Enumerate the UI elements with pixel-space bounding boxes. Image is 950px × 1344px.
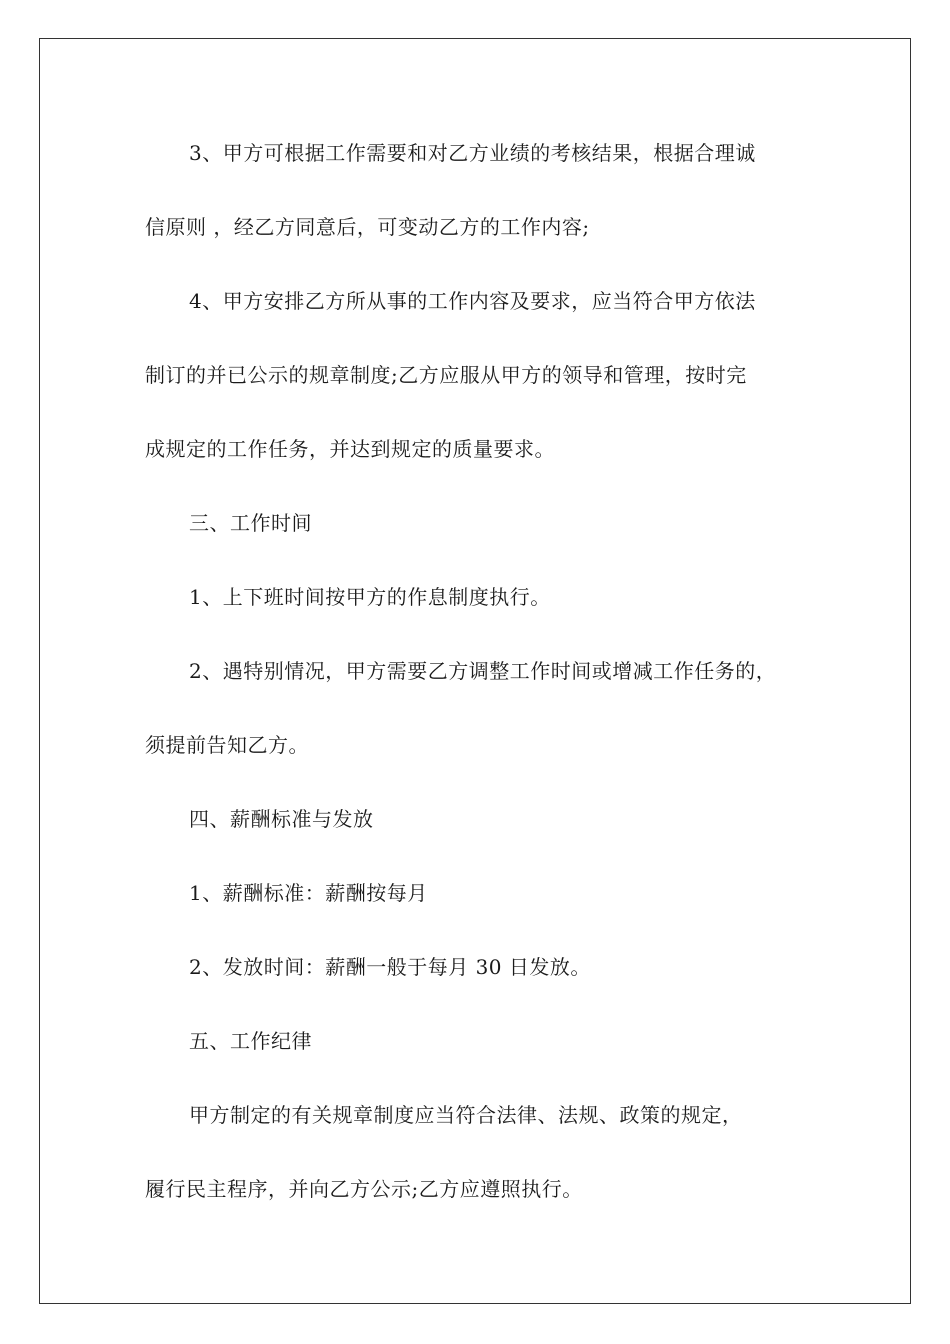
paragraph-line: 信原则 ，经乙方同意后，可变动乙方的工作内容; <box>145 215 590 239</box>
paragraph-line: 1、薪酬标准：薪酬按每月 <box>189 881 428 905</box>
paragraph-line: 1、上下班时间按甲方的作息制度执行。 <box>189 585 551 609</box>
paragraph-line: 成规定的工作任务，并达到规定的质量要求。 <box>145 437 555 461</box>
section-heading: 四、薪酬标准与发放 <box>189 807 374 831</box>
paragraph-line: 制订的并已公示的规章制度;乙方应服从甲方的领导和管理，按时完 <box>145 363 747 387</box>
section-heading: 五、工作纪律 <box>189 1029 312 1053</box>
document-body <box>145 133 835 1243</box>
paragraph-line: 3、甲方可根据工作需要和对乙方业绩的考核结果，根据合理诚 <box>189 141 756 165</box>
paragraph-line: 4、甲方安排乙方所从事的工作内容及要求，应当符合甲方依法 <box>189 289 756 313</box>
paragraph-line: 履行民主程序，并向乙方公示;乙方应遵照执行。 <box>145 1177 583 1201</box>
paragraph-line: 甲方制定的有关规章制度应当符合法律、法规、政策的规定， <box>189 1103 743 1127</box>
paragraph-line: 2、遇特别情况，甲方需要乙方调整工作时间或增减工作任务的， <box>189 659 777 683</box>
paragraph-line: 2、发放时间：薪酬一般于每月 30 日发放。 <box>189 955 591 979</box>
paragraph-line: 须提前告知乙方。 <box>145 733 309 757</box>
section-heading: 三、工作时间 <box>189 511 312 535</box>
